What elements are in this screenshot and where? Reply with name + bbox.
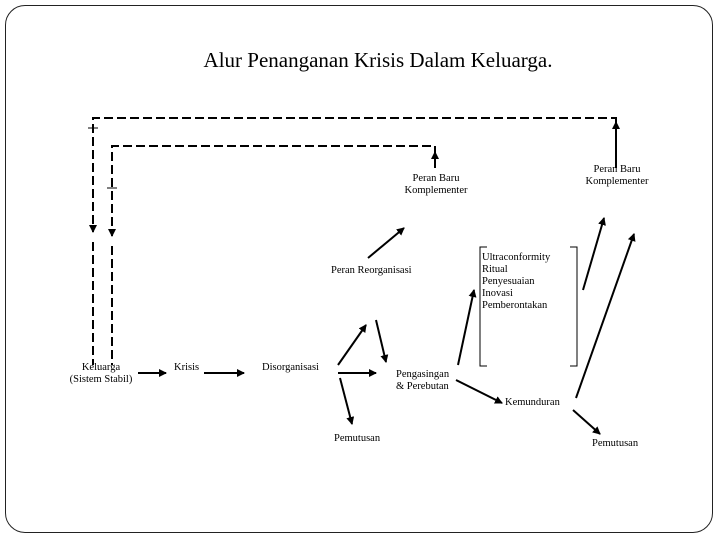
node-krisis: Krisis — [174, 362, 200, 373]
node-keluarga-line2: (Sistem Stabil) — [69, 374, 133, 385]
arrow-kemunduran-reorganisasi — [576, 234, 634, 398]
node-pemutusan-2: Pemutusan — [592, 438, 639, 449]
node-peran-baru-1 — [398, 173, 474, 197]
feedback-loop-outer — [93, 118, 616, 232]
adaptasi-item-4: Inovasi — [482, 288, 513, 299]
node-keluarga — [64, 362, 138, 386]
feedback-loop-inner — [112, 146, 435, 236]
adaptasi-item-3: Penyesuaian — [482, 276, 535, 287]
node-peran-baru-2 — [578, 164, 656, 188]
node-disorganisasi: Disorganisasi — [262, 362, 319, 373]
node-pengasingan-line1: Pengasingan — [396, 369, 450, 380]
node-peran-baru-2-line1: Peran Baru — [593, 164, 641, 175]
arrow-kemunduran-pemutusan — [573, 410, 600, 434]
adaptasi-item-1: Ultraconformity — [482, 252, 551, 263]
node-peran-baru-2-line2: Komplementer — [585, 176, 649, 187]
node-peran-baru-1-line2: Komplementer — [404, 185, 468, 196]
arrow-adaptasi-peranbaru — [583, 218, 604, 290]
arrow-pengasingan-adaptasi — [458, 290, 474, 365]
arrow-pengasingan-kemunduran — [456, 380, 502, 403]
arrow-disorganisasi-pemutusan — [340, 378, 352, 424]
arrow-disorganisasi-reorganisasi — [338, 325, 366, 365]
node-pemutusan-1: Pemutusan — [334, 433, 381, 444]
diagram-title: Alur Penanganan Krisis Dalam Keluarga. — [203, 48, 553, 72]
node-adaptasi-list — [482, 252, 550, 312]
node-peran-baru-1-line1: Peran Baru — [412, 173, 460, 184]
node-peran-reorganisasi: Peran Reorganisasi — [331, 265, 412, 276]
bracket-right — [570, 247, 577, 366]
node-kemunduran: Kemunduran — [505, 397, 560, 408]
arrow-reorganisasi-pengasingan — [376, 320, 386, 362]
node-keluarga-line1: Keluarga — [81, 362, 121, 373]
node-pengasingan — [396, 369, 449, 393]
adaptasi-item-2: Ritual — [482, 264, 508, 275]
node-pengasingan-line2: & Perebutan — [396, 381, 449, 392]
arrow-reorganisasi-peranbaru — [368, 228, 404, 258]
adaptasi-item-5: Pemberontakan — [482, 300, 548, 311]
